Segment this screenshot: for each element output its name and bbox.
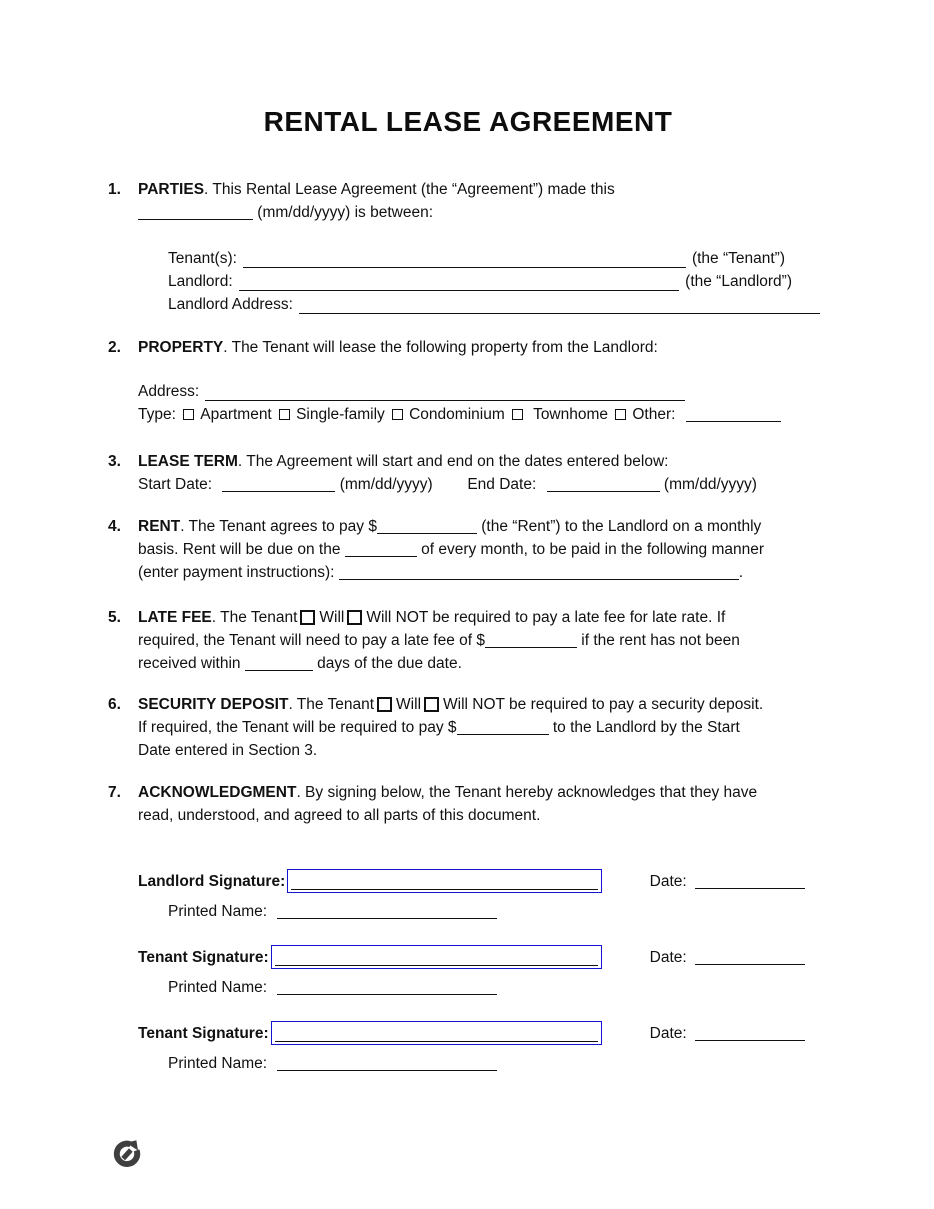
date-blank-line (695, 1040, 805, 1041)
deposit-will-not-checkbox[interactable] (424, 697, 439, 712)
late-fee-days-blank-line (245, 670, 313, 671)
date-label: Date: (649, 1024, 687, 1042)
property-line-1: PROPERTY. The Tenant will lease the following property from the Landlord: (138, 339, 658, 356)
other-blank-line (686, 421, 781, 422)
section-number: 6. (108, 696, 121, 713)
section-property (108, 336, 828, 426)
property-address-row (138, 380, 685, 403)
landlord-row (168, 270, 792, 293)
deposit-amount-blank-line (457, 734, 549, 735)
type-option-label: Condominium (409, 406, 505, 423)
section-late-fee (108, 606, 828, 675)
townhome-checkbox[interactable] (512, 409, 523, 420)
tenant-date-group-2 (650, 1022, 805, 1045)
section-heading: RENT (138, 518, 181, 535)
tenant-signature-field-2[interactable] (271, 1021, 602, 1045)
tenant-printed-name-row-1 (168, 976, 828, 999)
date-blank-line (695, 964, 805, 965)
section-number: 7. (108, 784, 121, 801)
date-blank-line (695, 888, 805, 889)
tenant-signature-row-1 (138, 944, 805, 970)
late-fee-line-1: LATE FEE. The Tenant Will Will NOT be required to pay a late fee for late rate. If (138, 609, 726, 626)
type-option-label: Apartment (200, 406, 272, 423)
section-heading: LEASE TERM (138, 453, 238, 470)
printed-name-label: Printed Name: (168, 979, 268, 996)
parties-fields (138, 247, 828, 316)
acknowledgment-line-1: ACKNOWLEDGMENT. By signing below, the Tenant hereby acknowledges that they have (138, 784, 758, 801)
tenant-date-group-1 (650, 946, 805, 969)
section-parties (108, 178, 828, 316)
section-acknowledgment (108, 781, 828, 827)
printed-name-label: Printed Name: (168, 1055, 268, 1072)
rent-line-1: RENT. The Tenant agrees to pay $ (the “Rent”) to the Landlord on a monthly (138, 518, 762, 535)
start-date-label: Start Date: (138, 476, 213, 493)
tenant-signature-label: Tenant Signature: (138, 948, 269, 966)
landlord-address-blank-line (299, 313, 820, 314)
type-option-label: Townhome (533, 406, 609, 423)
property-address-blank-line (205, 400, 685, 401)
other-label: Other: (632, 406, 676, 423)
tenant-signature-label: Tenant Signature: (138, 1024, 269, 1042)
section-number: 3. (108, 453, 121, 470)
start-date-blank-line (222, 491, 335, 492)
section-number: 1. (108, 181, 121, 198)
condominium-checkbox[interactable] (392, 409, 403, 420)
rent-amount-blank-line (377, 533, 477, 534)
lease-term-line-1: LEASE TERM. The Agreement will start and end on the dates entered below: (138, 453, 669, 470)
landlord-date-group (650, 870, 805, 893)
security-deposit-line-1: SECURITY DEPOSIT. The Tenant Will Will NOT be required to pay a security deposit. (138, 696, 764, 713)
property-type-row (138, 403, 828, 426)
landlord-label: Landlord: (168, 273, 233, 290)
rent-line-3: (enter payment instructions): . (138, 564, 744, 581)
late-fee-amount-blank-line (485, 647, 577, 648)
section-heading: PROPERTY (138, 339, 224, 356)
late-fee-line-3: received within days of the due date. (138, 655, 462, 672)
printed-name-blank-line (277, 1070, 497, 1071)
printed-name-blank-line (277, 994, 497, 995)
section-heading: SECURITY DEPOSIT (138, 696, 289, 713)
section-security-deposit (108, 693, 828, 762)
section-rent (108, 515, 828, 584)
due-day-blank-line (345, 556, 417, 557)
tenant-suffix: (the “Tenant”) (691, 250, 785, 267)
acknowledgment-line-2: read, understood, and agreed to all parts of this document. (138, 807, 541, 824)
type-label: Type: (138, 406, 176, 423)
landlord-signature-field[interactable] (287, 869, 601, 893)
apartment-checkbox[interactable] (183, 409, 194, 420)
late-fee-line-2: required, the Tenant will need to pay a late fee of $ if the rent has not been (138, 632, 740, 649)
tenant-signature-row-2 (138, 1020, 805, 1046)
tenant-row (168, 247, 785, 270)
late-fee-will-not-checkbox[interactable] (347, 610, 362, 625)
section-heading: PARTIES (138, 181, 205, 198)
other-checkbox[interactable] (615, 409, 626, 420)
landlord-blank-line (239, 290, 680, 291)
tenant-printed-name-row-2 (168, 1052, 828, 1075)
lease-term-dates-row: Start Date: (mm/dd/yyyy) End Date: (mm/dd/yyyy) (138, 476, 757, 493)
parties-line-2: (mm/dd/yyyy) is between: (138, 201, 828, 224)
deposit-will-checkbox[interactable] (377, 697, 392, 712)
late-fee-will-checkbox[interactable] (300, 610, 315, 625)
landlord-suffix: (the “Landlord”) (685, 273, 792, 290)
section-number: 5. (108, 609, 121, 626)
tenant-label: Tenant(s): (168, 250, 237, 267)
printed-name-blank-line (277, 918, 497, 919)
landlord-signature-label: Landlord Signature: (138, 872, 286, 890)
printed-name-label: Printed Name: (168, 903, 268, 920)
section-number: 2. (108, 339, 121, 356)
landlord-address-row (168, 293, 820, 316)
date-label: Date: (649, 948, 687, 966)
end-date-blank-line (547, 491, 660, 492)
section-heading: LATE FEE (138, 609, 212, 626)
parties-line-1: PARTIES. This Rental Lease Agreement (the “Agreement”) made this (138, 181, 615, 198)
landlord-printed-name-row (168, 900, 828, 923)
rent-line-2: basis. Rent will be due on the of every month, to be paid in the following manner (138, 541, 765, 558)
section-lease-term (108, 450, 828, 496)
circular-arrow-logo-icon (110, 1135, 144, 1171)
page-title: RENTAL LEASE AGREEMENT (263, 106, 673, 137)
property-address-label: Address: (138, 383, 200, 400)
payment-instructions-blank-line (339, 579, 739, 580)
type-option-label: Single-family (296, 406, 385, 423)
landlord-signature-row (138, 868, 805, 894)
end-date-label: End Date: (467, 476, 537, 493)
date-label: Date: (649, 872, 687, 890)
section-heading: ACKNOWLEDGMENT (138, 784, 297, 801)
made-date-blank-line (138, 219, 253, 220)
tenant-signature-field-1[interactable] (271, 945, 602, 969)
landlord-address-label: Landlord Address: (168, 296, 293, 313)
single-family-checkbox[interactable] (279, 409, 290, 420)
security-deposit-line-2: If required, the Tenant will be required to pay $ to the Landlord by the Start (138, 719, 740, 736)
section-number: 4. (108, 518, 121, 535)
tenant-blank-line (243, 267, 686, 268)
security-deposit-line-3: Date entered in Section 3. (138, 742, 318, 759)
